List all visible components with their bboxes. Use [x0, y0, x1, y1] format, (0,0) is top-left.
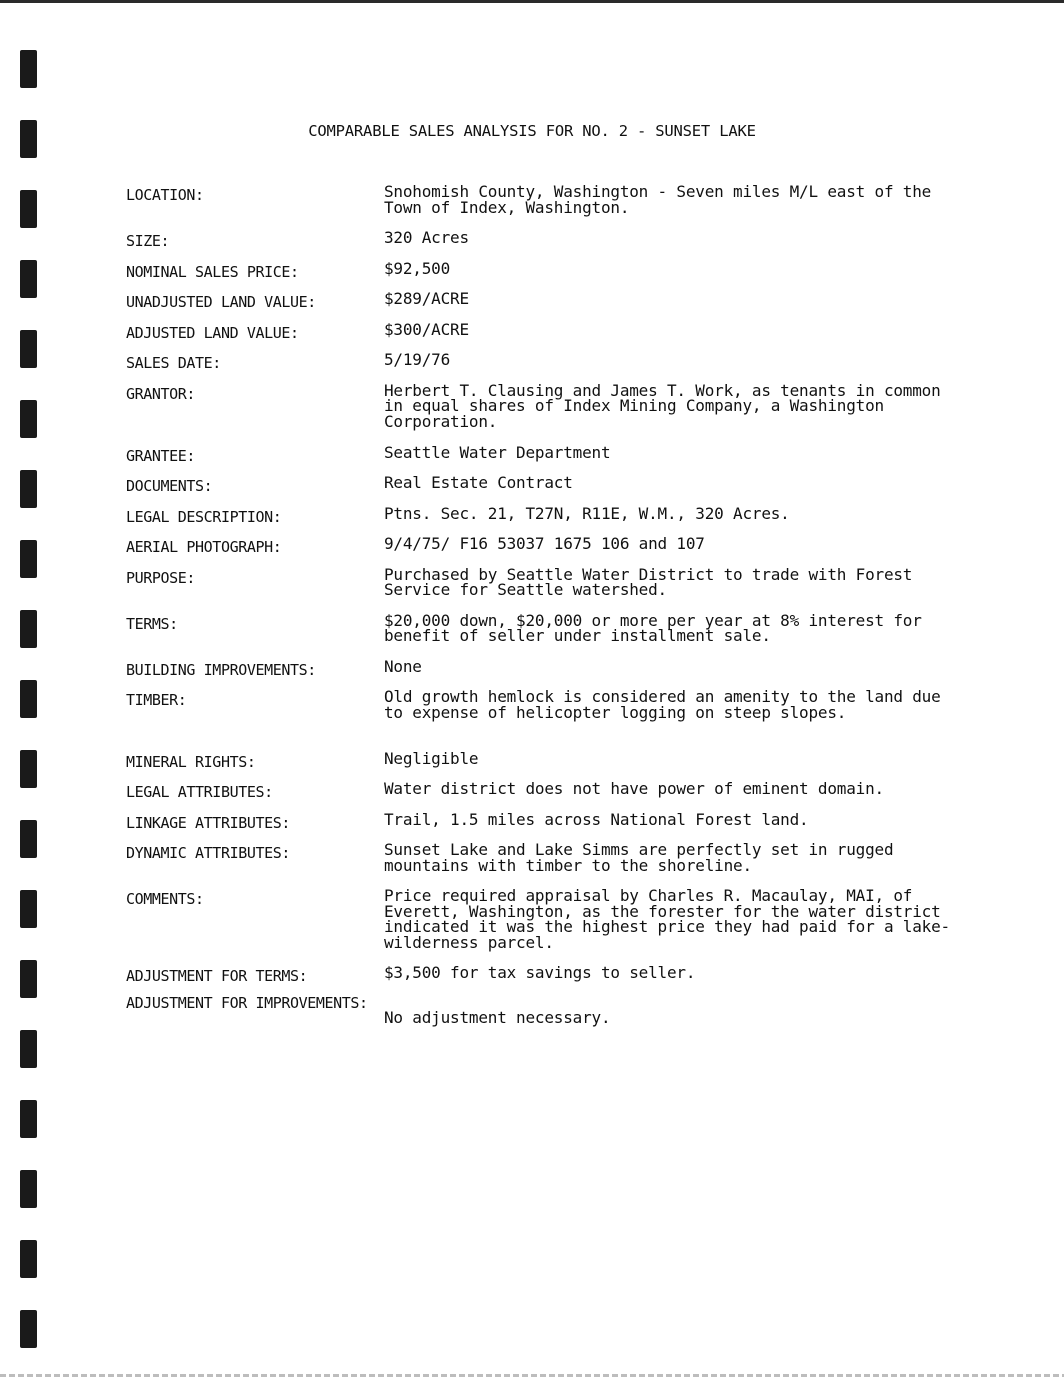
field-row-documents — [126, 475, 956, 506]
field-value: No adjustment necessary. — [384, 1007, 611, 1027]
binder-punch-holes — [20, 50, 40, 1360]
field-row-timber — [126, 689, 956, 751]
field-label: NOMINAL SALES PRICE: — [126, 262, 299, 281]
field-row-purpose — [126, 564, 956, 613]
field-value: $92,500 — [384, 258, 451, 278]
field-row-building-improvements — [126, 656, 956, 690]
punch-hole — [20, 190, 37, 228]
field-label: ADJUSTMENT FOR TERMS: — [126, 967, 308, 985]
field-row-aerial-photograph — [126, 536, 956, 567]
document-title — [0, 122, 1064, 140]
field-label: ADJUSTED LAND VALUE: — [126, 323, 299, 342]
field-row-sales-date — [126, 352, 956, 383]
field-row-unadjusted-land-value — [126, 291, 956, 322]
punch-hole — [20, 470, 37, 508]
field-label: SIZE: — [126, 232, 170, 250]
scan-bottom-edge — [0, 1374, 1064, 1377]
field-label: TIMBER: — [126, 691, 187, 709]
field-row-grantor — [126, 380, 956, 445]
field-label: PURPOSE: — [126, 568, 196, 587]
punch-hole — [20, 960, 37, 998]
field-value: Water district does not have power of eminent domain. — [384, 779, 884, 798]
punch-hole — [20, 750, 37, 788]
field-label: DYNAMIC ATTRIBUTES: — [126, 844, 290, 862]
punch-hole — [20, 1310, 37, 1348]
field-row-nominal-sales-price — [126, 258, 956, 292]
field-row-mineral-rights — [126, 748, 956, 782]
field-label: LOCATION: — [126, 186, 204, 204]
punch-hole — [20, 540, 37, 578]
punch-hole — [20, 1030, 37, 1068]
field-value: $300/ACRE — [384, 319, 469, 339]
field-row-adjustment-for-terms — [126, 965, 956, 996]
field-label: TERMS: — [126, 614, 178, 633]
field-label: GRANTOR: — [126, 384, 196, 403]
field-row-size — [126, 230, 956, 261]
field-value: Old growth hemlock is considered an amenity to the land due to expense of helicopter logging on steep slopes. — [384, 687, 941, 722]
field-label: UNADJUSTED LAND VALUE: — [126, 293, 316, 311]
field-row-comments — [126, 888, 956, 965]
field-value: Purchased by Seattle Water District to trade with Forest Service for Seattle watershed. — [384, 564, 913, 599]
field-value: Sunset Lake and Lake Simms are perfectly set in rugged mountains with timber to the shoreline. — [384, 840, 894, 875]
field-value: 320 Acres — [384, 228, 469, 247]
field-row-grantee — [126, 442, 956, 476]
field-label: COMMENTS: — [126, 890, 204, 908]
field-value: Herbert T. Clausing and James T. Work, as tenants in common in equal shares of Index Mining Company, a Washington Corporation. — [384, 380, 941, 431]
field-value: Snohomish County, Washington - Seven miles M/L east of the Town of Index, Washington. — [384, 182, 932, 217]
field-value: 9/4/75/ F16 53037 1675 106 and 107 — [384, 534, 705, 553]
punch-hole — [20, 610, 37, 648]
punch-hole — [20, 330, 37, 368]
field-label: BUILDING IMPROVEMENTS: — [126, 660, 316, 679]
punch-hole — [20, 890, 37, 928]
field-label: AERIAL PHOTOGRAPH: — [126, 538, 282, 556]
punch-hole — [20, 1170, 37, 1208]
document-title-text: COMPARABLE SALES ANALYSIS FOR NO. 2 - SUNSET LAKE — [308, 122, 756, 140]
field-row-legal-attributes — [126, 781, 956, 812]
field-value: Real Estate Contract — [384, 473, 573, 492]
field-value: None — [384, 656, 422, 676]
field-row-legal-description — [126, 503, 956, 537]
punch-hole — [20, 400, 37, 438]
field-value: Ptns. Sec. 21, T27N, R11E, W.M., 320 Acres. — [384, 503, 790, 523]
field-value: Price required appraisal by Charles R. Macaulay, MAI, of Everett, Washington, as the forester for the water district indicated it was the highest price they had paid for a lake-wilderness parcel. — [384, 886, 950, 952]
field-label: ADJUSTMENT FOR IMPROVEMENTS: — [126, 993, 368, 1012]
punch-hole — [20, 680, 37, 718]
field-row-linkage-attributes — [126, 809, 956, 843]
punch-hole — [20, 1100, 37, 1138]
punch-hole — [20, 50, 37, 88]
field-value: 5/19/76 — [384, 350, 451, 369]
field-value: $20,000 down, $20,000 or more per year at 8% interest for benefit of seller under installment sale. — [384, 610, 922, 645]
punch-hole — [20, 820, 37, 858]
field-label: MINERAL RIGHTS: — [126, 752, 256, 771]
field-row-terms — [126, 610, 956, 659]
field-label: LINKAGE ATTRIBUTES: — [126, 813, 290, 832]
field-value: Seattle Water Department — [384, 442, 611, 462]
field-value: Negligible — [384, 748, 479, 768]
field-label: SALES DATE: — [126, 354, 221, 372]
field-row-dynamic-attributes — [126, 842, 956, 888]
field-label: LEGAL ATTRIBUTES: — [126, 783, 273, 801]
field-row-adjustment-for-improvements — [126, 993, 956, 1042]
field-row-location — [126, 184, 956, 230]
field-row-adjusted-land-value — [126, 319, 956, 353]
punch-hole — [20, 1240, 37, 1278]
field-label: DOCUMENTS: — [126, 477, 213, 495]
field-label: GRANTEE: — [126, 446, 196, 465]
scan-top-edge — [0, 0, 1064, 3]
field-value: Trail, 1.5 miles across National Forest land. — [384, 809, 809, 829]
field-value: $3,500 for tax savings to seller. — [384, 963, 696, 982]
punch-hole — [20, 260, 37, 298]
field-label: LEGAL DESCRIPTION: — [126, 507, 282, 526]
field-value: $289/ACRE — [384, 289, 469, 308]
field-list — [126, 184, 956, 1042]
